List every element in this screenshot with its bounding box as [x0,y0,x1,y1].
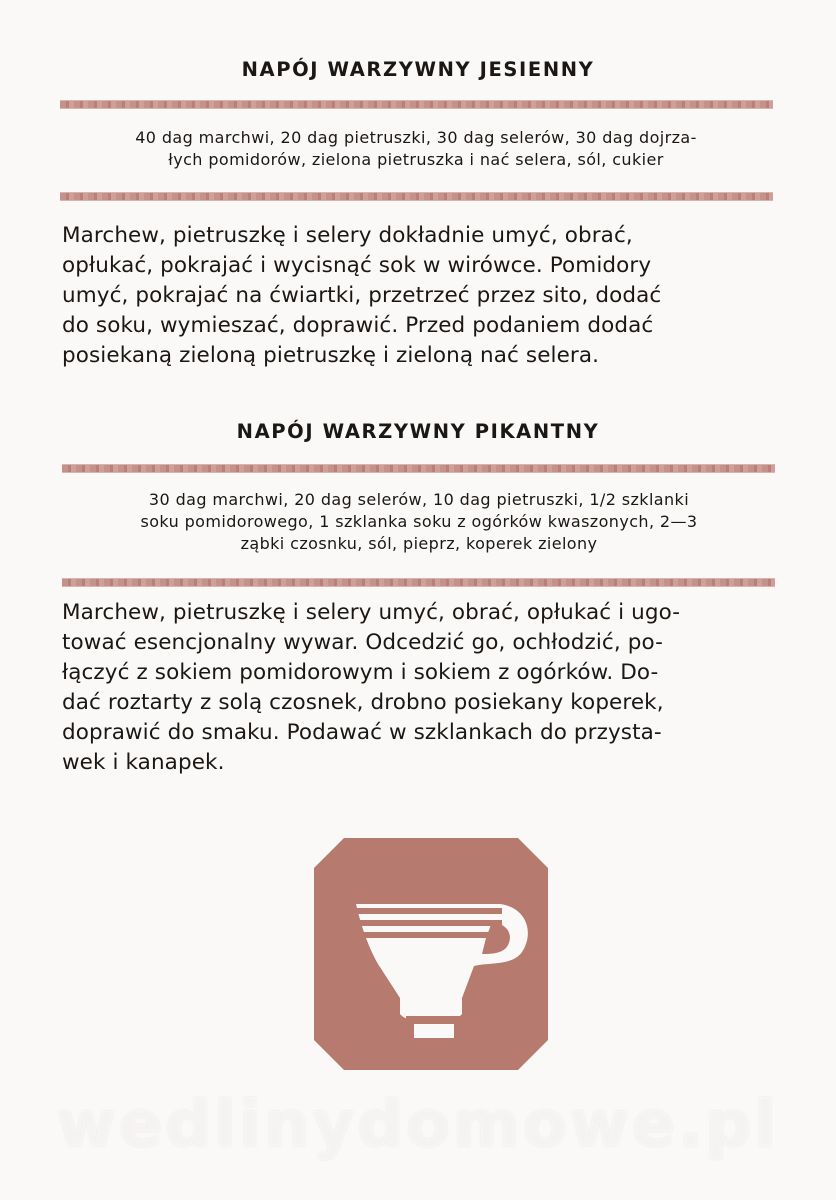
recipe-2-title: NAPÓJ WARZYWNY PIKANTNY [236,420,600,443]
watermark: wedlinydomowe.pl [56,1088,780,1162]
ingredients-line: soku pomidorowego, 1 szklanka soku z ogórków kwaszonych, 2—3 [140,512,698,531]
method-line: do soku, wymieszać, doprawić. Przed podaniem dodać [62,313,654,338]
method-line: dać roztarty z solą czosnek, drobno posiekany koperek, [62,690,664,715]
cup-base [414,1024,454,1038]
divider [62,578,775,587]
method-line: tować esencjonalny wywar. Odcedzić go, ochłodzić, po- [62,630,663,655]
divider [60,100,773,109]
divider [62,464,775,473]
ingredients-line: 30 dag marchwi, 20 dag selerów, 10 dag pietruszki, 1/2 szklanki [148,490,690,509]
cup-stripe [354,920,502,926]
method-line: wek i kanapek. [62,750,225,775]
ingredients-line: łych pomidorów, zielona pietruszka i nać selera, sól, cukier [168,150,664,169]
method-line: opłukać, pokrajać i wycisnąć sok w wirówce. Pomidory [62,253,652,278]
method-line: doprawić do smaku. Podawać w szklankach do przysta- [62,720,662,745]
cup-foot [406,1016,462,1024]
method-line: posiekaną zieloną pietruszkę i zieloną nać selera. [62,343,600,368]
method-line: umyć, pokrajać na ćwiartki, przetrzeć przez sito, dodać [62,283,662,308]
ingredients-line: ząbki czosnku, sól, pieprz, koperek zielony [240,534,598,553]
method-line: Marchew, pietruszkę i selery umyć, obrać, opłukać i ugo- [62,600,681,625]
recipe-1-title: NAPÓJ WARZYWNY JESIENNY [241,58,595,81]
recipe-2-method [62,598,680,778]
method-line: Marchew, pietruszkę i selery dokładnie umyć, obrać, [62,223,633,248]
cup-stripe [352,908,502,914]
recipe-1-ingredients [56,127,776,171]
cup-stripe [358,932,502,938]
recipe-2-ingredients [56,489,782,555]
divider [60,192,773,201]
method-line: łączyć z sokiem pomidorowym i sokiem z ogórków. Do- [62,660,659,685]
ingredients-line: 40 dag marchwi, 20 dag pietruszki, 30 dag selerów, 30 dag dojrza- [135,128,697,147]
cup-icon [314,838,548,1070]
recipe-1-method [62,221,661,371]
